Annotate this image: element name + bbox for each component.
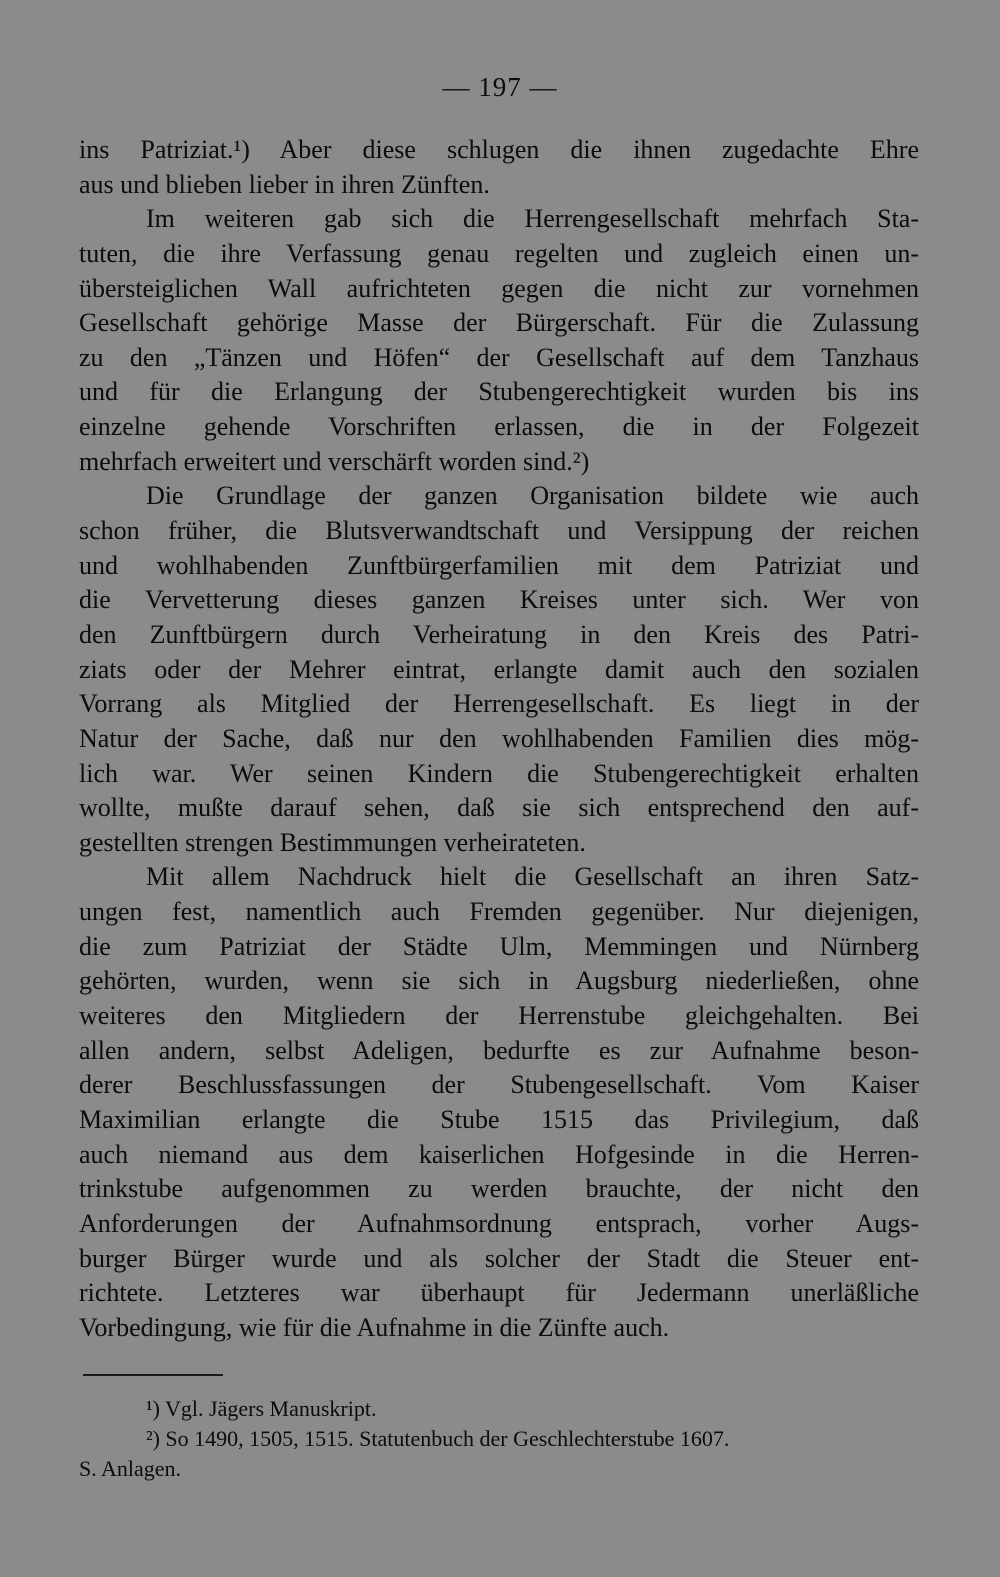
footnote-2-continuation: S. Anlagen. [79,1456,182,1481]
text-line: weiteres den Mitgliedern der Herrenstube gleichgehalten. Bei [79,1001,919,1031]
text-line: übersteiglichen Wall aufrichteten gegen die nicht zur vornehmen [79,273,919,303]
text-line: ungen fest, namentlich auch Fremden gegenüber. Nur diejenigen, [79,897,919,927]
text-line: burger Bürger wurde und als solcher der Stadt die Steuer ent- [79,1243,919,1273]
text-line: ziats oder der Mehrer eintrat, erlangte damit auch den sozialen [79,654,919,684]
text-line: lich war. Wer seinen Kindern die Stubengerechtigkeit erhalten [79,758,919,788]
footnotes [79,1394,919,1484]
text-line: Natur der Sache, daß nur den wohlhabenden Familien dies mög- [79,723,919,753]
text-line: Maximilian erlangte die Stube 1515 das Privilegium, daß [79,1104,919,1134]
text-line: allen andern, selbst Adeligen, bedurfte es zur Aufnahme beson- [79,1035,919,1065]
text-line: einzelne gehende Vorschriften erlassen, die in der Folgezeit [79,412,919,442]
text-line: zu den „Tänzen und Höfen“ der Gesellschaft auf dem Tanzhaus [79,342,919,372]
text-line: schon früher, die Blutsverwandtschaft und Versippung der reichen [79,516,919,546]
text-line: trinkstube aufgenommen zu werden brauchte, der nicht den [79,1174,919,1204]
text-line: Vorrang als Mitglied der Herrengesellschaft. Es liegt in der [79,689,919,719]
page-number: — 197 — [442,72,558,102]
text-line: Mit allem Nachdruck hielt die Gesellschaft an ihren Satz- [146,862,919,892]
text-line: und für die Erlangung der Stubengerechtigkeit wurden bis ins [79,377,919,407]
text-line: mehrfach erweitert und verschärft worden sind.²) [79,446,590,476]
text-line: und wohlhabenden Zunftbürgerfamilien mit dem Patriziat und [79,550,919,580]
text-line: Die Grundlage der ganzen Organisation bildete wie auch [146,481,919,511]
body-text [79,133,919,1345]
text-line: gehörten, wurden, wenn sie sich in Augsburg niederließen, ohne [79,966,919,996]
text-line: Im weiteren gab sich die Herrengesellschaft mehrfach Sta- [146,204,919,234]
text-line: wollte, mußte darauf sehen, daß sie sich entsprechend den auf- [79,793,919,823]
text-line: ins Patriziat.¹) Aber diese schlugen die ihnen zugedachte Ehre [79,135,919,164]
text-line: aus und blieben lieber in ihren Zünften. [79,169,490,199]
footnote-divider [83,1374,223,1376]
text-line: richtete. Letzteres war überhaupt für Jedermann unerläßliche [79,1278,919,1308]
text-line: gestellten strengen Bestimmungen verheirateten. [79,827,586,857]
text-line: derer Beschlussfassungen der Stubengesellschaft. Vom Kaiser [79,1070,919,1100]
footnote-2: ²) So 1490, 1505, 1515. Statutenbuch der Geschlechterstube 1607. [146,1426,730,1451]
footnote-1: ¹) Vgl. Jägers Manuskript. [146,1396,377,1421]
text-line: tuten, die ihre Verfassung genau regelten und zugleich einen un- [79,238,919,268]
text-line: Anforderungen der Aufnahmsordnung entsprach, vorher Augs- [79,1208,919,1238]
text-line: die Vervetterung dieses ganzen Kreises unter sich. Wer von [79,585,919,615]
text-line: auch niemand aus dem kaiserlichen Hofgesinde in die Herren- [79,1139,919,1169]
text-line: den Zunftbürgern durch Verheiratung in den Kreis des Patri- [79,619,919,649]
text-line: die zum Patriziat der Städte Ulm, Memmingen und Nürnberg [79,931,919,961]
text-line: Gesellschaft gehörige Masse der Bürgerschaft. Für die Zulassung [79,308,919,338]
text-line: Vorbedingung, wie für die Aufnahme in die Zünfte auch. [79,1312,670,1342]
